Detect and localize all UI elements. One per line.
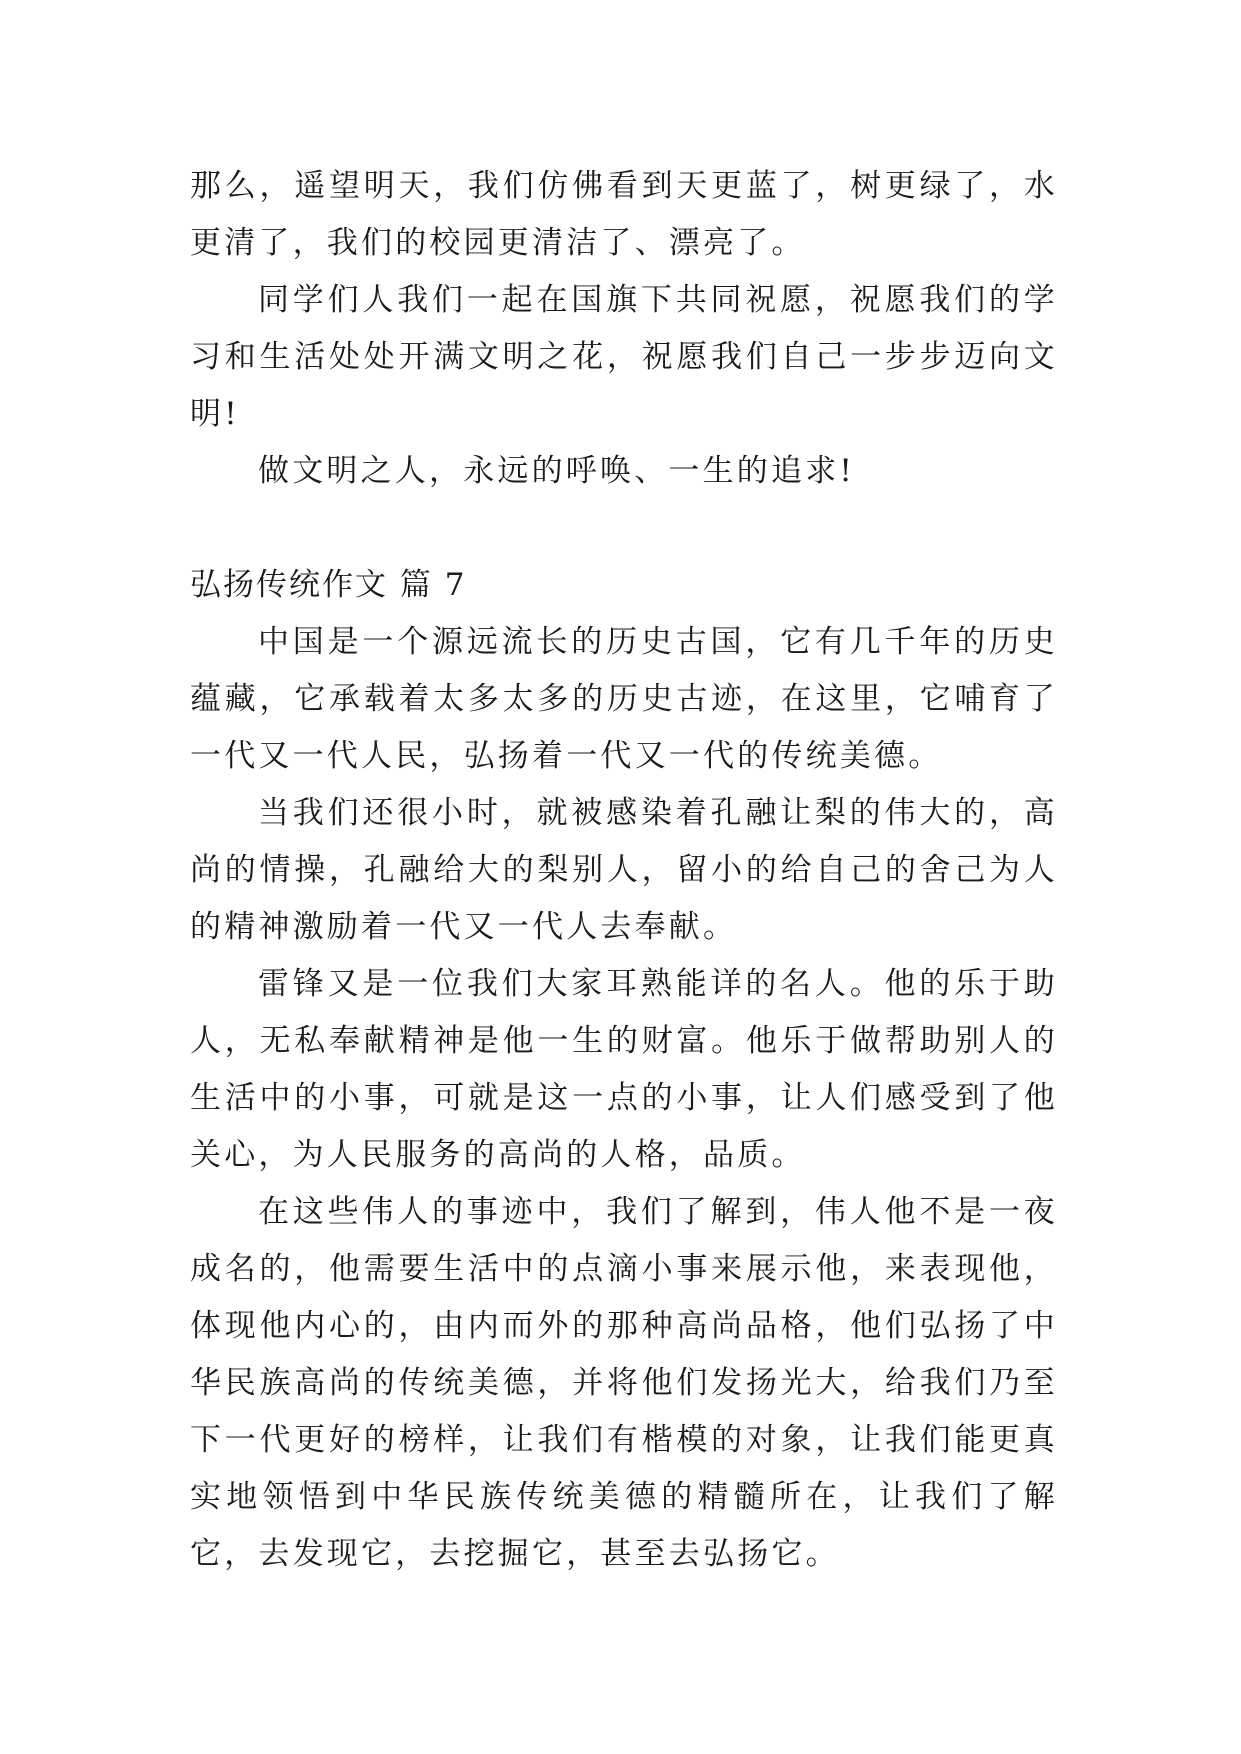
- section-heading: 弘扬传统作文 篇 7: [190, 567, 467, 603]
- paragraph: 做文明之人，永远的呼唤、一生的追求!: [258, 453, 856, 489]
- paragraph-continued: 那么，遥望明天，我们仿佛看到天更蓝了，树更绿了，水更清了，我们的校园更清洁了、漂亮了。: [190, 168, 1058, 261]
- document-body: [190, 158, 1058, 1583]
- paragraph: 中国是一个源远流长的历史古国，它有几千年的历史蕴藏，它承载着太多太多的历史古迹，在这里，它哺育了一代又一代人民，弘扬着一代又一代的传统美德。: [190, 624, 1058, 774]
- paragraph: 雷锋又是一位我们大家耳熟能详的名人。他的乐于助人，无私奉献精神是他一生的财富。他乐于做帮助别人的生活中的小事，可就是这一点的小事，让人们感受到了他关心，为人民服务的高尚的人格，品质。: [190, 966, 1058, 1173]
- paragraph: 当我们还很小时，就被感染着孔融让梨的伟大的，高尚的情操，孔融给大的梨别人，留小的给自己的舍己为人的精神激励着一代又一代人去奉献。: [190, 795, 1058, 945]
- paragraph: 在这些伟人的事迹中，我们了解到，伟人他不是一夜成名的，他需要生活中的点滴小事来展示他，来表现他，体现他内心的，由内而外的那种高尚品格，他们弘扬了中华民族高尚的传统美德，并将他们发扬光大，给我们乃至下一代更好的榜样，让我们有楷模的对象，让我们能更真实地领悟到中华民族传统美德的精髓所在，让我们了解它，去发现它，去挖掘它，甚至去弘扬它。: [190, 1194, 1058, 1572]
- paragraph: 同学们人我们一起在国旗下共同祝愿，祝愿我们的学习和生活处处开满文明之花，祝愿我们自己一步步迈向文明!: [190, 282, 1058, 432]
